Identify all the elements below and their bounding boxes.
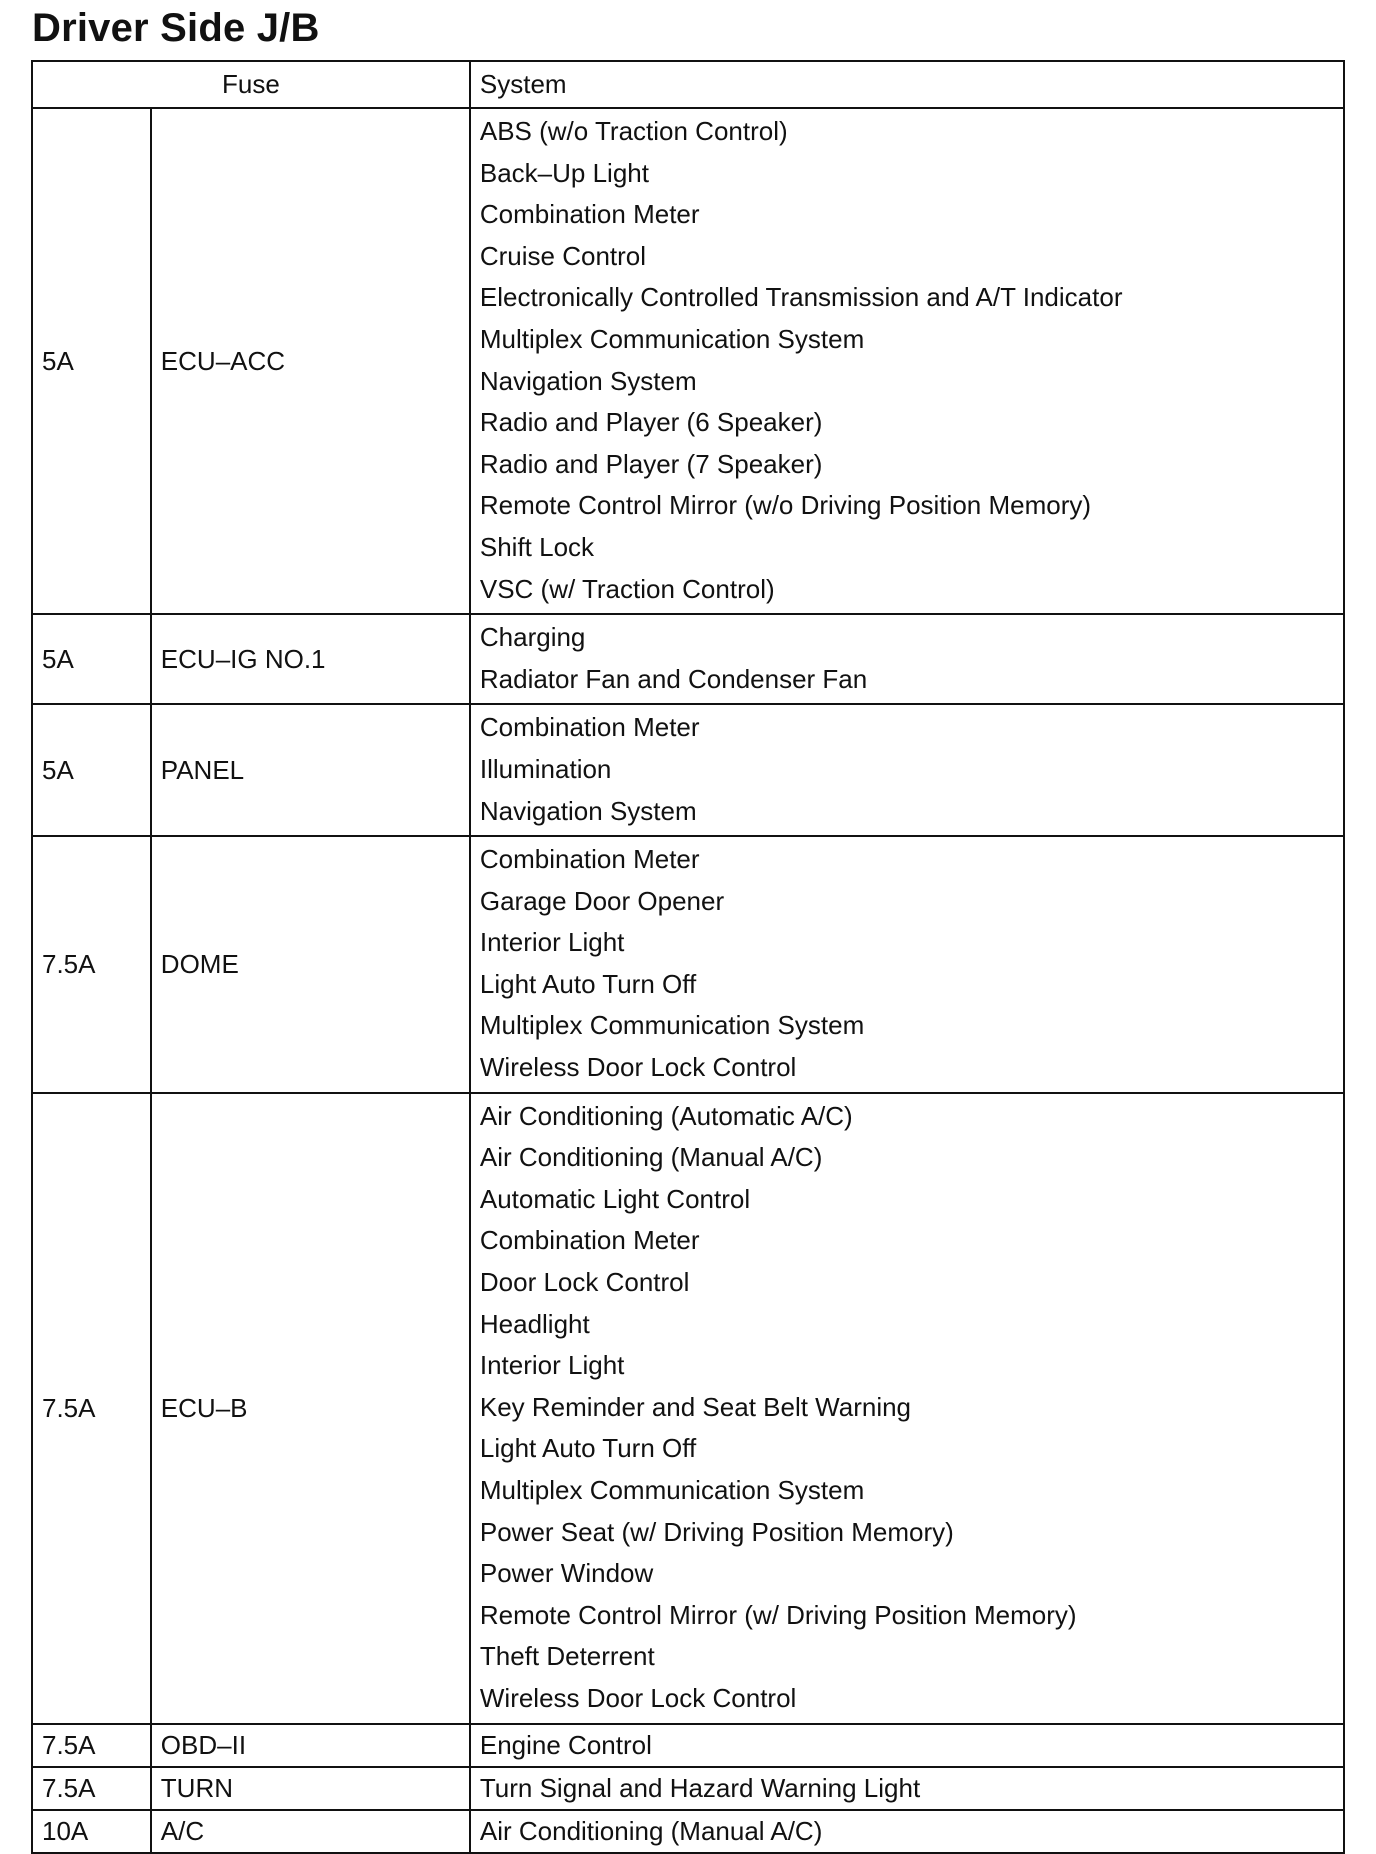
system-item: Combination Meter [479, 712, 700, 743]
table-row [32, 1810, 1344, 1853]
system-item: Air Conditioning (Manual A/C) [479, 1815, 823, 1846]
system-item: Radio and Player (7 Speaker) [479, 448, 823, 479]
fuse-name: ECU–IG NO.1 [151, 614, 470, 704]
system-item: Remote Control Mirror (w/o Driving Position Memory) [479, 490, 1092, 521]
table-row [32, 704, 1344, 836]
system-list [470, 614, 1344, 704]
system-item: Multiplex Communication System [479, 323, 865, 354]
fuse-amperage: 7.5A [32, 836, 151, 1093]
system-item: Combination Meter [479, 199, 700, 230]
table-header-row [32, 61, 1344, 108]
system-list [470, 1810, 1344, 1853]
system-item: Remote Control Mirror (w/ Driving Position Memory) [479, 1599, 1077, 1630]
fuse-amperage: 5A [32, 704, 151, 836]
system-item: Automatic Light Control [479, 1183, 751, 1214]
table-row [32, 1724, 1344, 1767]
system-item: Navigation System [479, 795, 697, 826]
table-row [32, 1767, 1344, 1810]
system-list [470, 836, 1344, 1093]
fuse-name: DOME [151, 836, 470, 1093]
system-item: Wireless Door Lock Control [479, 1052, 797, 1083]
table-row [32, 108, 1344, 614]
system-item: Power Window [479, 1558, 654, 1589]
system-item: Wireless Door Lock Control [479, 1682, 797, 1713]
system-item: Multiplex Communication System [479, 1475, 865, 1505]
system-item: ABS (w/o Traction Control) [479, 116, 788, 146]
system-item: Cruise Control [479, 240, 647, 271]
system-list [470, 108, 1344, 614]
system-item: Combination Meter [479, 1225, 700, 1256]
fuse-name: PANEL [151, 704, 470, 836]
page-title: Driver Side J/B [32, 6, 320, 50]
table-row [32, 614, 1344, 704]
fuse-table [31, 60, 1345, 1854]
table-row [32, 836, 1344, 1093]
system-item: Power Seat (w/ Driving Position Memory) [479, 1516, 954, 1547]
system-item: VSC (w/ Traction Control) [479, 573, 775, 604]
system-item: Engine Control [479, 1729, 652, 1760]
fuse-amperage: 10A [32, 1810, 151, 1853]
fuse-name: TURN [151, 1767, 470, 1810]
fuse-amperage: 7.5A [32, 1724, 151, 1767]
system-item: Back–Up Light [479, 157, 649, 188]
system-item: Key Reminder and Seat Belt Warning [479, 1391, 912, 1422]
system-item: Shift Lock [479, 531, 595, 562]
system-item: Door Lock Control [479, 1267, 690, 1298]
system-item: Air Conditioning (Manual A/C) [479, 1142, 823, 1173]
fuse-amperage: 7.5A [32, 1767, 151, 1810]
table-row [32, 1093, 1344, 1724]
system-item: Air Conditioning (Automatic A/C) [479, 1100, 853, 1131]
system-list [470, 704, 1344, 836]
fuse-table-body [32, 108, 1344, 1853]
system-item: Combination Meter [479, 844, 700, 875]
system-list [470, 1767, 1344, 1810]
fuse-name: OBD–II [151, 1724, 470, 1767]
system-item: Radio and Player (6 Speaker) [479, 407, 823, 438]
system-item: Electronically Controlled Transmission and A/T Indicator [479, 282, 1123, 313]
system-item: Turn Signal and Hazard Warning Light [479, 1772, 921, 1803]
fuse-amperage: 7.5A [32, 1093, 151, 1724]
fuse-column-header: Fuse [32, 61, 470, 108]
system-item: Interior Light [479, 1350, 625, 1381]
system-item: Light Auto Turn Off [479, 1433, 697, 1464]
system-list [470, 1724, 1344, 1767]
fuse-amperage: 5A [32, 614, 151, 704]
system-item: Theft Deterrent [479, 1641, 655, 1672]
fuse-amperage: 5A [32, 108, 151, 614]
system-item: Headlight [479, 1308, 590, 1339]
system-item: Radiator Fan and Condenser Fan [479, 663, 868, 694]
system-item: Illumination [479, 753, 612, 784]
system-item: Charging [479, 622, 586, 653]
system-item: Navigation System [479, 365, 697, 396]
system-column-header: System [470, 61, 1344, 108]
fuse-name: ECU–ACC [151, 108, 470, 614]
system-item: Light Auto Turn Off [479, 968, 697, 999]
fuse-name: A/C [151, 1810, 470, 1853]
fuse-name: ECU–B [151, 1093, 470, 1724]
system-item: Interior Light [479, 927, 625, 958]
system-list [470, 1093, 1344, 1724]
system-item: Garage Door Opener [479, 885, 725, 916]
system-item: Multiplex Communication System [479, 1010, 865, 1041]
